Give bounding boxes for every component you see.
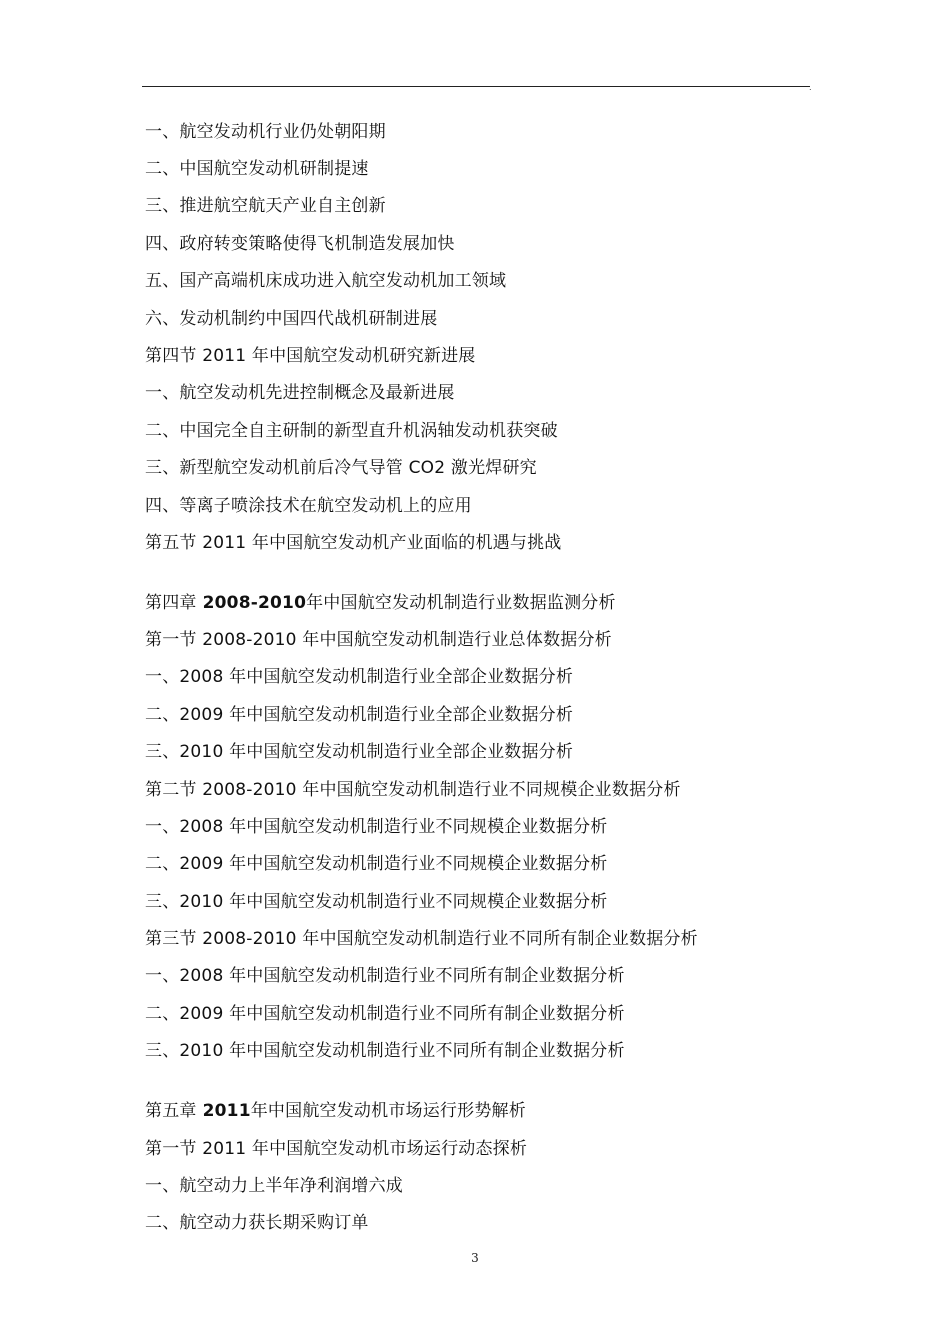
toc-section-heading: 第三节 2008-2010 年中国航空发动机制造行业不同所有制企业数据分析 [145, 929, 698, 949]
toc-item: 三、2010 年中国航空发动机制造行业全部企业数据分析 [145, 742, 574, 762]
toc-item: 一、2008 年中国航空发动机制造行业不同规模企业数据分析 [145, 817, 608, 837]
toc-item: 一、航空发动机先进控制概念及最新进展 [145, 383, 455, 403]
toc-section-heading: 第四节 2011 年中国航空发动机研究新进展 [145, 346, 476, 366]
page-number: 3 [471, 1251, 479, 1265]
chapter-label: 第四章 [145, 593, 197, 613]
toc-item: 二、2009 年中国航空发动机制造行业不同规模企业数据分析 [145, 854, 608, 874]
toc-item: 一、航空动力上半年净利润增六成 [145, 1176, 403, 1196]
toc-item: 三、新型航空发动机前后冷气导管 CO2 激光焊研究 [145, 458, 537, 478]
header-rule-mark: . [809, 83, 812, 92]
chapter-years: 2011 [202, 1101, 251, 1121]
toc-item: 四、政府转变策略使得飞机制造发展加快 [145, 234, 455, 254]
toc-chapter-heading [145, 592, 616, 614]
toc-item: 五、国产高端机床成功进入航空发动机加工领域 [145, 271, 507, 291]
toc-section-heading: 第一节 2008-2010 年中国航空发动机制造行业总体数据分析 [145, 630, 612, 650]
chapter-title: 年中国航空发动机市场运行形势解析 [250, 1101, 526, 1121]
toc-item: 二、中国完全自主研制的新型直升机涡轴发动机获突破 [145, 421, 558, 441]
toc-item: 四、等离子喷涂技术在航空发动机上的应用 [145, 496, 472, 516]
toc-item: 一、2008 年中国航空发动机制造行业全部企业数据分析 [145, 667, 574, 687]
toc-chapter-heading [145, 1100, 526, 1122]
toc-section-heading: 第一节 2011 年中国航空发动机市场运行动态探析 [145, 1139, 528, 1159]
toc-item: 二、航空动力获长期采购订单 [145, 1213, 369, 1233]
chapter-years: 2008-2010 [202, 593, 307, 613]
toc-section-heading: 第五节 2011 年中国航空发动机产业面临的机遇与挑战 [145, 533, 562, 553]
chapter-title: 年中国航空发动机制造行业数据监测分析 [306, 593, 616, 613]
toc-item: 二、中国航空发动机研制提速 [145, 159, 369, 179]
toc-item: 三、2010 年中国航空发动机制造行业不同所有制企业数据分析 [145, 1041, 625, 1061]
toc-item: 二、2009 年中国航空发动机制造行业不同所有制企业数据分析 [145, 1004, 625, 1024]
toc-item: 六、发动机制约中国四代战机研制进展 [145, 309, 438, 329]
toc-item: 三、2010 年中国航空发动机制造行业不同规模企业数据分析 [145, 892, 608, 912]
toc-item: 一、航空发动机行业仍处朝阳期 [145, 122, 386, 142]
chapter-label: 第五章 [145, 1101, 197, 1121]
toc-item: 三、推进航空航天产业自主创新 [145, 196, 386, 216]
toc-item: 二、2009 年中国航空发动机制造行业全部企业数据分析 [145, 705, 574, 725]
header-rule [142, 86, 810, 87]
toc-section-heading: 第二节 2008-2010 年中国航空发动机制造行业不同规模企业数据分析 [145, 780, 681, 800]
toc-item: 一、2008 年中国航空发动机制造行业不同所有制企业数据分析 [145, 966, 625, 986]
